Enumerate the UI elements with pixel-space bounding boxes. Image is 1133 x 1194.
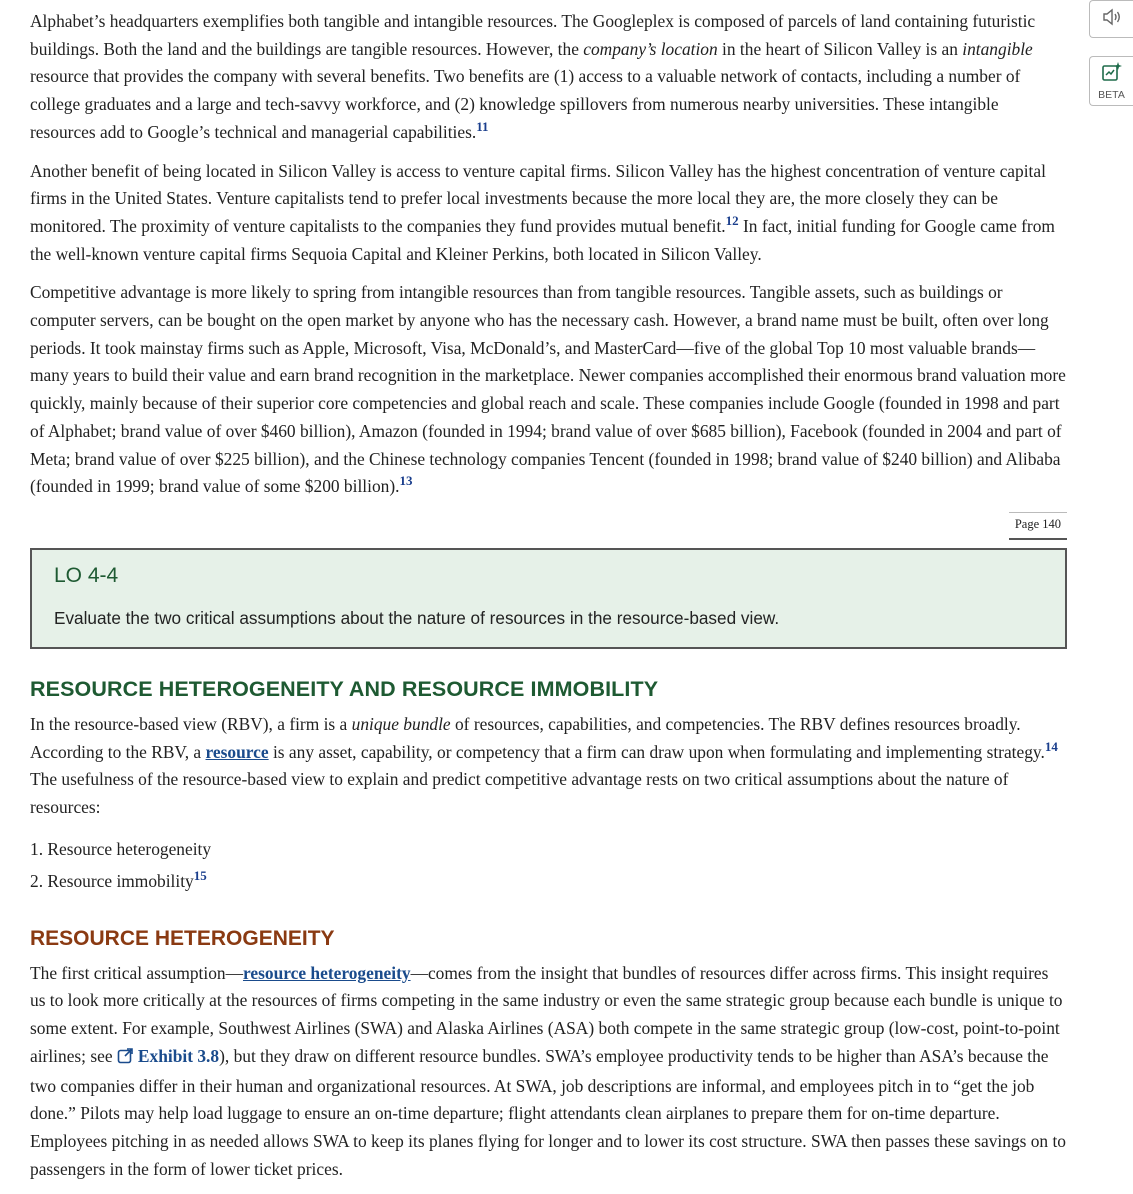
footnote-ref-14[interactable]: 14 bbox=[1044, 738, 1058, 754]
ai-assistant-button[interactable] bbox=[1089, 56, 1133, 106]
glossary-link-resource[interactable]: resource bbox=[205, 741, 269, 762]
external-link-icon bbox=[117, 1045, 134, 1073]
beta-badge: BETA bbox=[1098, 88, 1125, 101]
learning-objective-box bbox=[30, 548, 1067, 649]
learning-objective-title: LO 4-4 bbox=[54, 563, 119, 587]
speaker-icon bbox=[1102, 8, 1122, 31]
exhibit-link[interactable]: Exhibit 3.8 bbox=[117, 1046, 219, 1066]
page-marker: Page 140 bbox=[1009, 512, 1067, 540]
sparkle-note-icon bbox=[1101, 62, 1123, 87]
page-marker-row bbox=[30, 512, 1067, 548]
paragraph-resource-heterogeneity: The first critical assumption—resource heterogeneity—comes from the insight that bundles of resources differ across firms. This insight requires us to look more critically at the resources of firms competing in the same industry or even the same strategic group because each bundle is unique to some extent. For example, Southwest Airlines (SWA) and Alaska Airlines (ASA) both compete in the same strategic group (low-cost, point-to-point airlines; see Exhibit 3.8), but they draw on different resource bundles. SWA’s employee productivity tends to be higher than ASA’s because the two companies differ in their human and organizational resources. At SWA, job descriptions are informal, and employees pitch in to “get the job done.” Pilots may help load luggage to ensure an on-time departure; flight attendants clean airplanes to prepare them for on-time departure. Employees pitching in as needed allows SWA to keep its planes flying for longer and to lower its cost structure. SWA then passes these savings on to passengers in the form of lower ticket prices. bbox=[30, 962, 1067, 1179]
paragraph-rbv: In the resource-based view (RBV), a firm is a unique bundle of resources, capabilities, and competencies. The RBV defines resources broadly. According to the RBV, a resource is any asset, capability, or competency that a firm can draw upon when formulating and implementing strategy.$^{14}$ The usefulness of the resource-based view to explain and predict competitive advantage rests on two critical assumptions about the nature of resources: bbox=[30, 713, 1058, 818]
glossary-link-resource-heterogeneity[interactable]: resource heterogeneity bbox=[242, 962, 411, 983]
list-item: 2. Resource immobility$^{15}$ bbox=[30, 867, 207, 891]
footnote-ref-11[interactable]: 11 bbox=[476, 118, 489, 134]
side-toolbar bbox=[1089, 0, 1133, 106]
list-item: 1. Resource heterogeneity bbox=[30, 838, 212, 859]
subsection-heading: RESOURCE HETEROGENEITY bbox=[30, 926, 335, 950]
learning-objective-text: Evaluate the two critical assumptions about the nature of resources in the resource-based view. bbox=[54, 607, 780, 628]
footnote-ref-13[interactable]: 13 bbox=[399, 473, 413, 489]
paragraph-competitive-advantage: Competitive advantage is more likely to spring from intangible resources than from tangible resources. Tangible assets, such as buildings or computer servers, can be bought on the open market by anyone who has the necessary cash. However, a brand name must be built, often over long periods. It took mainstay firms such as Apple, Microsoft, Visa, McDonald’s, and MasterCard—five of the global Top 10 most valuable brands—many years to build their value and earn brand recognition in the marketplace. Newer companies accomplished their enormous brand valuation more quickly, mainly because of their superior core competencies and global reach and scale. These companies include Google (founded in 1998 and part of Alphabet; brand value of over $460 billion), Amazon (founded in 1994; brand value of over $685 billion), Facebook (founded in 2004 and part of Meta; brand value of over $225 billion), and the Chinese technology companies Tencent (founded in 1998; brand value of $240 billion) and Alibaba (founded in 1999; brand value of some $200 billion).$^{13}$ bbox=[30, 282, 1066, 497]
read-aloud-button[interactable] bbox=[1089, 0, 1133, 38]
footnote-ref-12[interactable]: 12 bbox=[725, 212, 739, 228]
assumptions-list bbox=[30, 833, 1067, 897]
paragraph-alphabet-hq: Alphabet’s headquarters exemplifies both tangible and intangible resources. The Googleplex is composed of parcels of land containing futuristic buildings. Both the land and the buildings are tangible resources. However, the company’s location in the heart of Silicon Valley is an intangible resource that provides the company with several benefits. Two benefits are (1) access to a valuable network of contacts, including a number of college graduates and a large and tech-savvy workforce, and (2) knowledge spillovers from numerous nearby universities. These intangible resources add to Google’s technical and managerial capabilities.$^{11}$ bbox=[30, 11, 1036, 142]
footnote-ref-15[interactable]: 15 bbox=[193, 867, 207, 883]
paragraph-venture-capital: Another benefit of being located in Silicon Valley is access to venture capital firms. Silicon Valley has the highest concentration of venture capital firms in the United States. Venture capitalists tend to prefer local investments because the more local they are, the more closely they can be monitored. The proximity of venture capitalists to the companies they fund provides mutual benefit.$^{12}$ In fact, initial funding for Google came from the well-known venture capital firms Sequoia Capital and Kleiner Perkins, both located in Silicon Valley. bbox=[30, 160, 1055, 264]
section-heading: RESOURCE HETEROGENEITY AND RESOURCE IMMOBILITY bbox=[30, 676, 659, 701]
reading-content bbox=[30, 8, 1067, 1194]
